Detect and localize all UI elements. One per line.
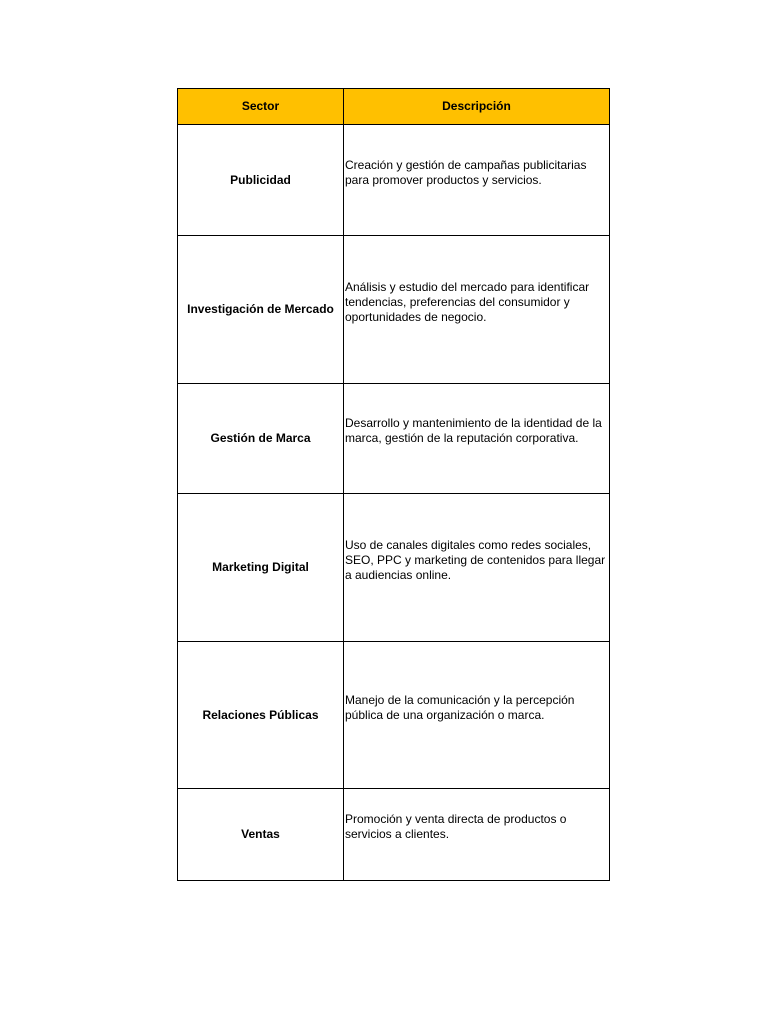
description-cell [344,125,610,236]
sector-cell: Gestión de Marca [178,384,344,494]
description-cell [344,384,610,494]
description-cell [344,494,610,642]
header-sector: Sector [178,89,344,125]
header-description: Descripción [344,89,610,125]
description-text: Manejo de la comunicación y la percepción pública de una organización o marca. [345,692,575,722]
table-row [178,789,610,881]
sector-cell: Ventas [178,789,344,881]
table-row [178,236,610,384]
description-text: Promoción y venta directa de productos o servicios a clientes. [345,812,567,841]
table-row [178,494,610,642]
description-text: Uso de canales digitales como redes sociales, SEO, PPC y marketing de contenidos para llegar a audiencias online. [345,537,606,582]
sector-cell: Publicidad [178,125,344,236]
table-row [178,642,610,789]
sector-cell: Relaciones Públicas [178,642,344,789]
description-text: Desarrollo y mantenimiento de la identidad de la marca, gestión de la reputación corporativa. [345,416,602,445]
sector-cell: Marketing Digital [178,494,344,642]
sectors-table [177,88,610,881]
description-text: Creación y gestión de campañas publicitarias para promover productos y servicios. [345,157,587,187]
description-text: Análisis y estudio del mercado para identificar tendencias, preferencias del consumidor y oportunidades de negocio. [345,279,590,324]
description-cell [344,789,610,881]
table-row [178,384,610,494]
description-cell [344,236,610,384]
table-row [178,125,610,236]
table-header-row [178,89,610,125]
sector-cell: Investigación de Mercado [178,236,344,384]
description-cell [344,642,610,789]
